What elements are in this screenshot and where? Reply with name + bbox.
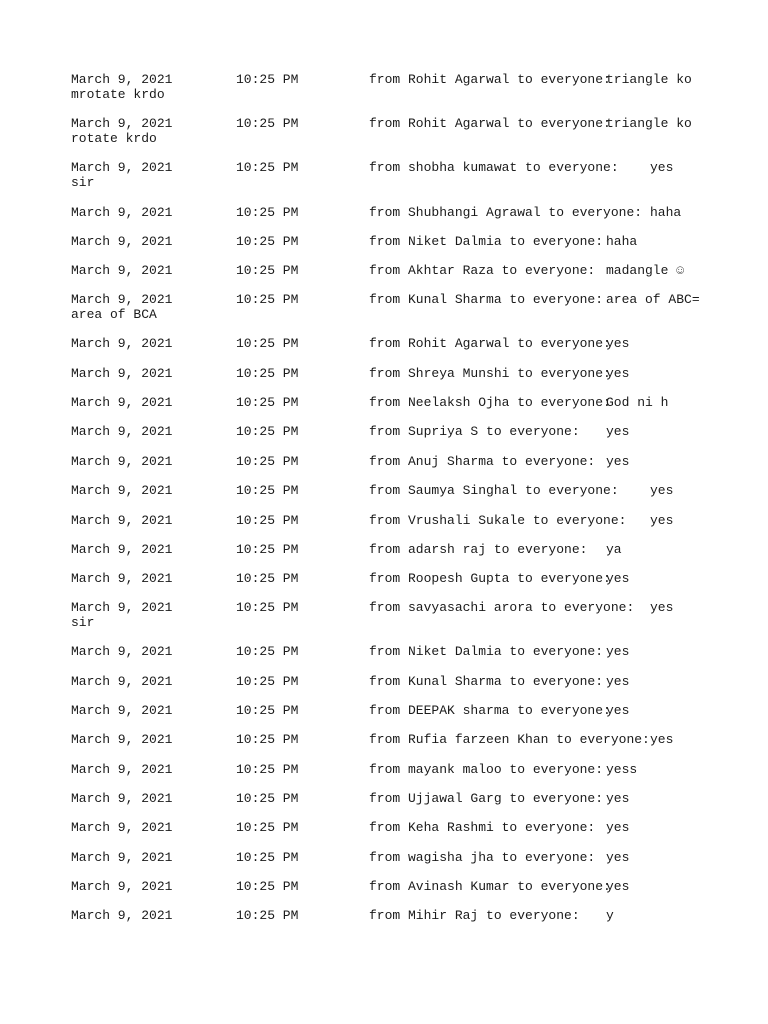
entry-sender: from Roopesh Gupta to everyone: bbox=[369, 571, 611, 586]
entry-time: 10:25 PM bbox=[236, 732, 299, 747]
entry-time: 10:25 PM bbox=[236, 483, 299, 498]
entry-sender: from Rohit Agarwal to everyone: bbox=[369, 72, 611, 87]
entry-sender: from savyasachi arora to everyone: bbox=[369, 600, 635, 615]
entry-date: March 9, 2021 bbox=[71, 732, 173, 747]
entry-message-continuation: sir bbox=[71, 615, 95, 630]
entry-date: March 9, 2021 bbox=[71, 513, 173, 528]
chat-entry bbox=[0, 263, 768, 293]
entry-sender: from Anuj Sharma to everyone: bbox=[369, 454, 596, 469]
entry-message: yes bbox=[606, 674, 630, 689]
entry-sender: from Saumya Singhal to everyone: bbox=[369, 483, 619, 498]
entry-sender: from Niket Dalmia to everyone: bbox=[369, 234, 604, 249]
chat-entry bbox=[0, 542, 768, 572]
entry-date: March 9, 2021 bbox=[71, 234, 173, 249]
entry-sender: from wagisha jha to everyone: bbox=[369, 850, 596, 865]
entry-message: yes bbox=[606, 820, 630, 835]
entry-message: yes bbox=[606, 454, 630, 469]
entry-message-continuation: sir bbox=[71, 175, 95, 190]
entry-sender: from adarsh raj to everyone: bbox=[369, 542, 588, 557]
entry-sender: from Kunal Sharma to everyone: bbox=[369, 674, 604, 689]
entry-time: 10:25 PM bbox=[236, 674, 299, 689]
entry-date: March 9, 2021 bbox=[71, 292, 173, 307]
entry-sender: from Niket Dalmia to everyone: bbox=[369, 644, 604, 659]
entry-time: 10:25 PM bbox=[236, 542, 299, 557]
entry-date: March 9, 2021 bbox=[71, 72, 173, 87]
chat-entry bbox=[0, 292, 768, 322]
chat-entry bbox=[0, 908, 768, 938]
entry-time: 10:25 PM bbox=[236, 513, 299, 528]
entry-date: March 9, 2021 bbox=[71, 336, 173, 351]
entry-sender: from Akhtar Raza to everyone: bbox=[369, 263, 596, 278]
chat-entry bbox=[0, 366, 768, 396]
entry-time: 10:25 PM bbox=[236, 366, 299, 381]
entry-date: March 9, 2021 bbox=[71, 850, 173, 865]
entry-sender: from Shreya Munshi to everyone: bbox=[369, 366, 611, 381]
entry-sender: from Vrushali Sukale to everyone: bbox=[369, 513, 627, 528]
entry-time: 10:25 PM bbox=[236, 879, 299, 894]
entry-message: yes bbox=[606, 366, 630, 381]
entry-time: 10:25 PM bbox=[236, 762, 299, 777]
entry-time: 10:25 PM bbox=[236, 160, 299, 175]
entry-message: yes bbox=[650, 513, 674, 528]
entry-message: yes bbox=[650, 732, 674, 747]
entry-date: March 9, 2021 bbox=[71, 908, 173, 923]
chat-entry bbox=[0, 820, 768, 850]
entry-sender: from Ujjawal Garg to everyone: bbox=[369, 791, 604, 806]
entry-message: yes bbox=[606, 791, 630, 806]
entry-date: March 9, 2021 bbox=[71, 762, 173, 777]
entry-date: March 9, 2021 bbox=[71, 116, 173, 131]
entry-message: yes bbox=[650, 160, 674, 175]
entry-sender: from Avinash Kumar to everyone: bbox=[369, 879, 611, 894]
chat-entry bbox=[0, 513, 768, 543]
entry-time: 10:25 PM bbox=[236, 600, 299, 615]
entry-date: March 9, 2021 bbox=[71, 820, 173, 835]
chat-entry bbox=[0, 791, 768, 821]
entry-sender: from shobha kumawat to everyone: bbox=[369, 160, 619, 175]
chat-entry bbox=[0, 160, 768, 190]
entry-date: March 9, 2021 bbox=[71, 263, 173, 278]
chat-entry bbox=[0, 600, 768, 630]
chat-entry bbox=[0, 336, 768, 366]
entry-date: March 9, 2021 bbox=[71, 879, 173, 894]
entry-date: March 9, 2021 bbox=[71, 791, 173, 806]
entry-message: haha bbox=[650, 205, 682, 220]
entry-message: yes bbox=[606, 336, 630, 351]
entry-date: March 9, 2021 bbox=[71, 674, 173, 689]
entry-date: March 9, 2021 bbox=[71, 644, 173, 659]
entry-time: 10:25 PM bbox=[236, 703, 299, 718]
entry-time: 10:25 PM bbox=[236, 336, 299, 351]
entry-message: yes bbox=[606, 879, 630, 894]
entry-time: 10:25 PM bbox=[236, 644, 299, 659]
chat-entry bbox=[0, 732, 768, 762]
entry-date: March 9, 2021 bbox=[71, 542, 173, 557]
entry-message-continuation: mrotate krdo bbox=[71, 87, 165, 102]
entry-message: yes bbox=[606, 644, 630, 659]
chat-entry bbox=[0, 483, 768, 513]
entry-time: 10:25 PM bbox=[236, 908, 299, 923]
entry-date: March 9, 2021 bbox=[71, 205, 173, 220]
entry-message: haha bbox=[606, 234, 638, 249]
entry-sender: from Kunal Sharma to everyone: bbox=[369, 292, 604, 307]
entry-time: 10:25 PM bbox=[236, 820, 299, 835]
entry-time: 10:25 PM bbox=[236, 571, 299, 586]
chat-entry bbox=[0, 454, 768, 484]
entry-sender: from Supriya S to everyone: bbox=[369, 424, 580, 439]
entry-date: March 9, 2021 bbox=[71, 600, 173, 615]
entry-message: triangle ko bbox=[606, 72, 692, 87]
entry-time: 10:25 PM bbox=[236, 850, 299, 865]
chat-entry bbox=[0, 395, 768, 425]
entry-message: yes bbox=[650, 483, 674, 498]
entry-message: yes bbox=[650, 600, 674, 615]
entry-message: yes bbox=[606, 571, 630, 586]
entry-date: March 9, 2021 bbox=[71, 366, 173, 381]
entry-sender: from DEEPAK sharma to everyone: bbox=[369, 703, 611, 718]
chat-entry bbox=[0, 571, 768, 601]
chat-entry bbox=[0, 762, 768, 792]
chat-entry bbox=[0, 234, 768, 264]
entry-sender: from mayank maloo to everyone: bbox=[369, 762, 604, 777]
entry-message: yess bbox=[606, 762, 638, 777]
entry-sender: from Keha Rashmi to everyone: bbox=[369, 820, 596, 835]
entry-sender: from Rohit Agarwal to everyone: bbox=[369, 116, 611, 131]
entry-sender: from Neelaksh Ojha to everyone: bbox=[369, 395, 611, 410]
entry-sender: from Rohit Agarwal to everyone: bbox=[369, 336, 611, 351]
entry-time: 10:25 PM bbox=[236, 791, 299, 806]
entry-message: yes bbox=[606, 703, 630, 718]
entry-date: March 9, 2021 bbox=[71, 424, 173, 439]
entry-date: March 9, 2021 bbox=[71, 483, 173, 498]
entry-date: March 9, 2021 bbox=[71, 703, 173, 718]
entry-message: triangle ko bbox=[606, 116, 692, 131]
entry-message: God ni h bbox=[606, 395, 669, 410]
entry-date: March 9, 2021 bbox=[71, 395, 173, 410]
entry-message: yes bbox=[606, 850, 630, 865]
chat-entry bbox=[0, 703, 768, 733]
entry-message: madangle ☺ bbox=[606, 263, 685, 278]
chat-entry bbox=[0, 879, 768, 909]
entry-time: 10:25 PM bbox=[236, 234, 299, 249]
entry-sender: from Mihir Raj to everyone: bbox=[369, 908, 580, 923]
chat-entry bbox=[0, 644, 768, 674]
entry-message: y bbox=[606, 908, 614, 923]
chat-entry bbox=[0, 850, 768, 880]
chat-entry bbox=[0, 205, 768, 235]
chat-entry bbox=[0, 424, 768, 454]
chat-entry bbox=[0, 674, 768, 704]
entry-time: 10:25 PM bbox=[236, 116, 299, 131]
entry-time: 10:25 PM bbox=[236, 205, 299, 220]
entry-date: March 9, 2021 bbox=[71, 160, 173, 175]
entry-time: 10:25 PM bbox=[236, 424, 299, 439]
entry-date: March 9, 2021 bbox=[71, 454, 173, 469]
entry-message-continuation: area of BCA bbox=[71, 307, 157, 322]
entry-message: yes bbox=[606, 424, 630, 439]
entry-time: 10:25 PM bbox=[236, 454, 299, 469]
entry-sender: from Shubhangi Agrawal to everyone: bbox=[369, 205, 643, 220]
chat-entry bbox=[0, 72, 768, 102]
entry-time: 10:25 PM bbox=[236, 72, 299, 87]
entry-date: March 9, 2021 bbox=[71, 571, 173, 586]
entry-time: 10:25 PM bbox=[236, 395, 299, 410]
chat-entry bbox=[0, 116, 768, 146]
entry-message-continuation: rotate krdo bbox=[71, 131, 157, 146]
entry-message: ya bbox=[606, 542, 622, 557]
entry-sender: from Rufia farzeen Khan to everyone: bbox=[369, 732, 650, 747]
entry-message: area of ABC= bbox=[606, 292, 700, 307]
entry-time: 10:25 PM bbox=[236, 292, 299, 307]
entry-time: 10:25 PM bbox=[236, 263, 299, 278]
